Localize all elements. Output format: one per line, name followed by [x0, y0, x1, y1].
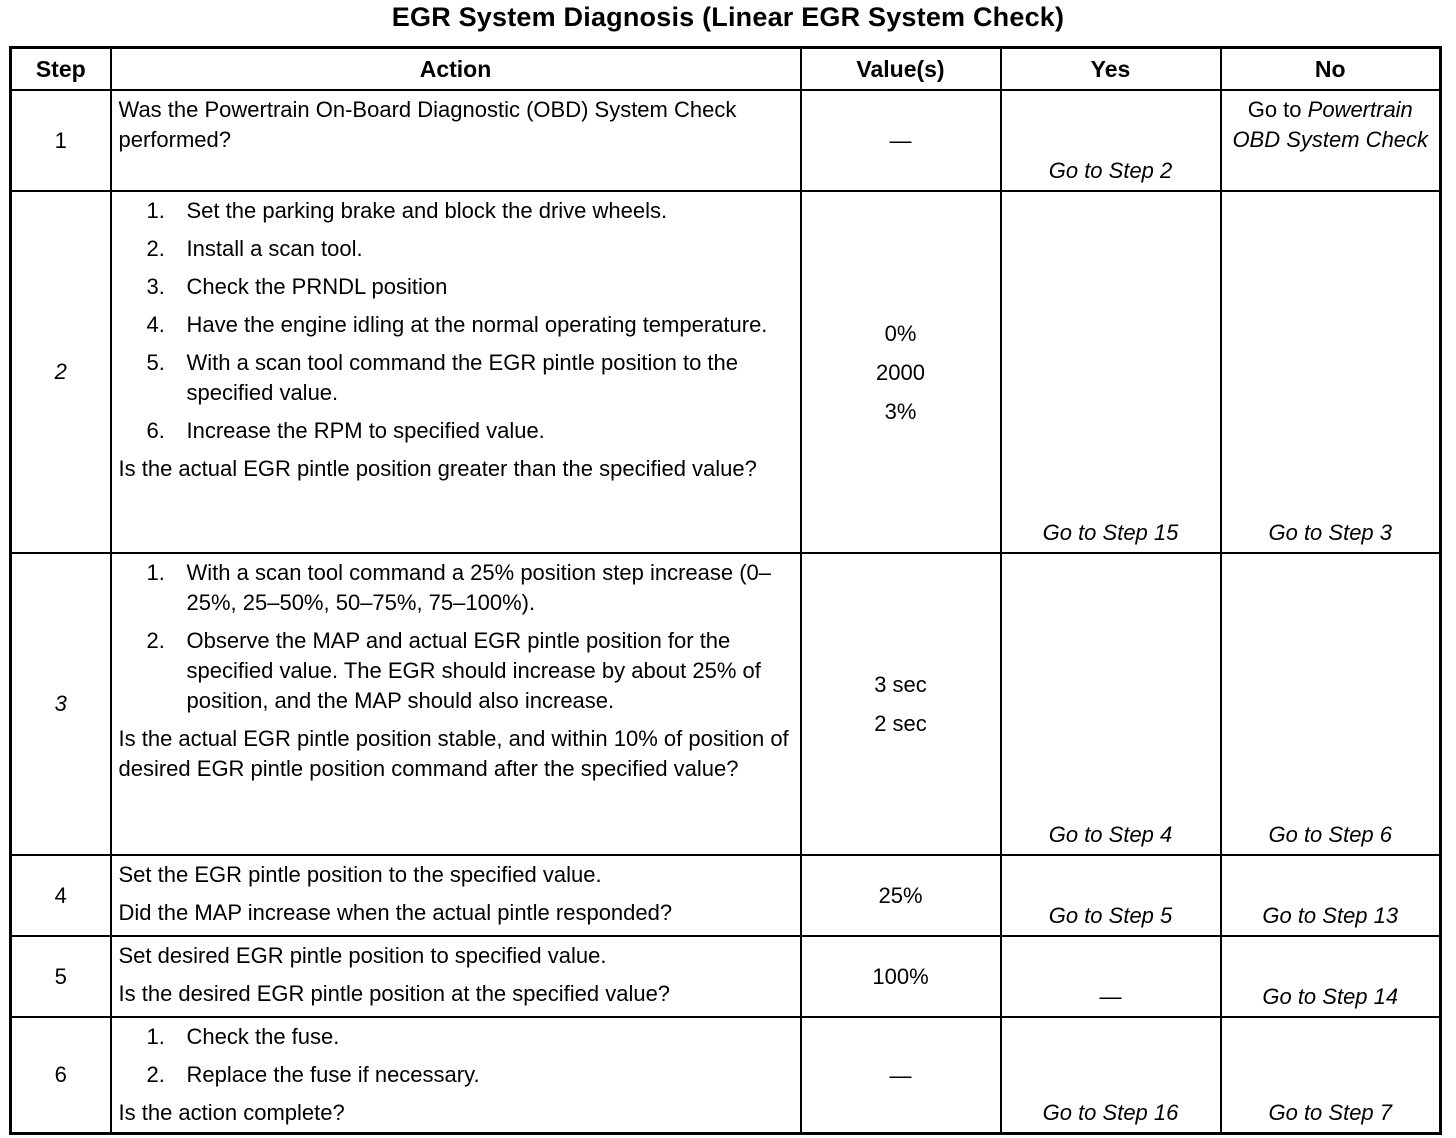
action-cell: [111, 90, 801, 191]
item-number: 4.: [146, 312, 165, 337]
yes-cell: Go to Step 16: [1001, 1017, 1221, 1134]
item-number: 1.: [146, 1024, 165, 1049]
question-text: Did the MAP increase when the actual pintle responded?: [118, 900, 673, 925]
question-text: Is the desired EGR pintle position at the specified value?: [118, 981, 671, 1006]
value: 0%: [884, 320, 917, 346]
yes-cell: Go to Step 2: [1001, 90, 1221, 191]
yes-cell: —: [1001, 936, 1221, 1017]
no-cell: Go to Step 13: [1221, 855, 1441, 936]
item-text: Observe the MAP and actual EGR pintle position for the specified value. The EGR should increase by about 25% of position, and the MAP should also increase.: [186, 628, 761, 713]
values-cell: [801, 191, 1001, 553]
yes-cell: Go to Step 15: [1001, 191, 1221, 553]
action-line: Set desired EGR pintle position to specified value.: [118, 943, 607, 968]
value: 100%: [872, 964, 929, 989]
values-cell: [801, 936, 1001, 1017]
list-item: [119, 234, 792, 264]
step-number: 4: [11, 855, 111, 936]
value: 2 sec: [874, 711, 927, 736]
action-list: [119, 196, 792, 446]
action-cell: [111, 936, 801, 1017]
action-cell: [111, 191, 801, 553]
step-number: 2: [11, 191, 111, 553]
list-item: [119, 310, 792, 340]
item-number: 3.: [146, 274, 165, 299]
action-cell: [111, 553, 801, 855]
item-number: 2.: [146, 1062, 165, 1087]
list-item: [119, 1022, 792, 1052]
list-item: [119, 348, 792, 408]
item-text: Install a scan tool.: [186, 236, 363, 261]
table-row: [11, 1017, 1441, 1134]
item-number: 2.: [146, 628, 165, 653]
yes-cell: Go to Step 4: [1001, 553, 1221, 855]
values-cell: [801, 1017, 1001, 1134]
action-list: [119, 1022, 792, 1090]
action-text: Was the Powertrain On-Board Diagnostic (OBD) System Check performed?: [118, 97, 737, 152]
step-number: 5: [11, 936, 111, 1017]
table-row: [11, 90, 1441, 191]
item-number: 6.: [146, 418, 165, 443]
no-cell: Go to Step 3: [1221, 191, 1441, 553]
item-number: 2.: [146, 236, 165, 261]
list-item: [119, 416, 792, 446]
step-number: 6: [11, 1017, 111, 1134]
table-row: [11, 936, 1441, 1017]
no-link: Powertrain OBD System Check: [1232, 97, 1429, 152]
table-row: [11, 191, 1441, 553]
no-prefix: Go to: [1247, 97, 1302, 122]
item-text: With a scan tool command a 25% position step increase (0–25%, 25–50%, 50–75%, 75–100%).: [186, 560, 772, 615]
value: 25%: [878, 883, 923, 908]
value: —: [889, 1062, 912, 1088]
page-title: EGR System Diagnosis (Linear EGR System Check): [391, 2, 1065, 32]
item-text: Replace the fuse if necessary.: [186, 1062, 480, 1087]
question-text: Is the actual EGR pintle position stable, and within 10% of position of desired EGR pintle position command after the specified value?: [118, 726, 789, 781]
value: 3%: [884, 398, 917, 424]
item-number: 5.: [146, 350, 165, 375]
item-text: Have the engine idling at the normal operating temperature.: [186, 312, 768, 337]
action-cell: [111, 855, 801, 936]
diagnosis-table: [9, 46, 1442, 1135]
item-text: Set the parking brake and block the drive wheels.: [186, 198, 668, 223]
no-cell: [1221, 90, 1441, 191]
item-number: 1.: [146, 198, 165, 223]
yes-cell: Go to Step 5: [1001, 855, 1221, 936]
action-list: [119, 558, 792, 716]
values-cell: [801, 855, 1001, 936]
value: 3 sec: [874, 672, 927, 697]
value: —: [889, 128, 912, 153]
action-cell: [111, 1017, 801, 1134]
question-text: Is the action complete?: [118, 1100, 345, 1125]
list-item: [119, 196, 792, 226]
no-cell: Go to Step 6: [1221, 553, 1441, 855]
value: 2000: [876, 359, 925, 385]
item-number: 1.: [146, 560, 165, 585]
item-text: Check the fuse.: [186, 1024, 340, 1049]
table-row: [11, 855, 1441, 936]
no-cell: Go to Step 14: [1221, 936, 1441, 1017]
list-item: [119, 626, 792, 716]
action-line: Set the EGR pintle position to the specified value.: [118, 862, 602, 887]
values-cell: [801, 90, 1001, 191]
header-yes: Yes: [1001, 48, 1221, 91]
header-row: [11, 48, 1441, 91]
list-item: [119, 272, 792, 302]
header-no: No: [1221, 48, 1441, 91]
list-item: [119, 558, 792, 618]
step-number: 1: [11, 90, 111, 191]
no-cell: Go to Step 7: [1221, 1017, 1441, 1134]
question-text: Is the actual EGR pintle position greater than the specified value?: [118, 456, 757, 481]
item-text: Increase the RPM to specified value.: [186, 418, 545, 443]
item-text: Check the PRNDL position: [186, 274, 448, 299]
header-step: Step: [11, 48, 111, 91]
step-number: 3: [11, 553, 111, 855]
values-cell: [801, 553, 1001, 855]
header-values: Value(s): [801, 48, 1001, 91]
header-action: Action: [111, 48, 801, 91]
table-row: [11, 553, 1441, 855]
item-text: With a scan tool command the EGR pintle position to the specified value.: [186, 350, 739, 405]
list-item: [119, 1060, 792, 1090]
